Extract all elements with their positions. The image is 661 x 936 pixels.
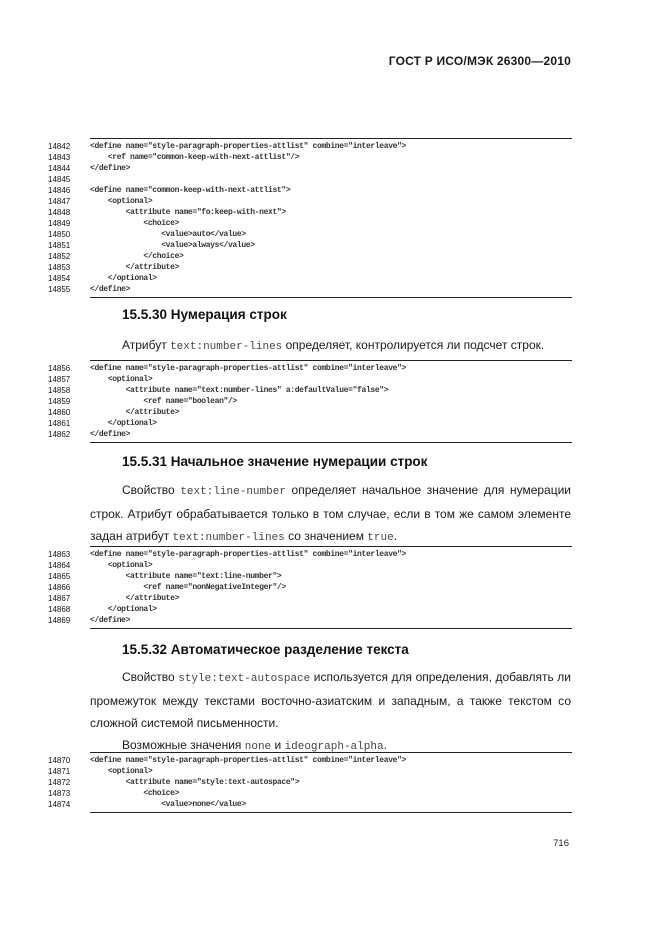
- section-heading: 15.5.32 Автоматическое разделение текста: [122, 642, 409, 657]
- code-text: </optional>: [90, 605, 157, 614]
- line-number: 14858: [48, 386, 71, 395]
- code-text: <define name="style-paragraph-properties-attlist" combine="interleave">: [90, 550, 407, 559]
- code-text: <attribute name="text:number-lines" a:defaultValue="false">: [90, 386, 389, 395]
- line-number: 14873: [48, 789, 71, 798]
- code-text: <optional>: [90, 561, 153, 570]
- line-number: 14867: [48, 594, 71, 603]
- line-number: 14859: [48, 397, 71, 406]
- inline-code: text:line-number: [180, 486, 286, 498]
- line-number: 14851: [48, 241, 71, 250]
- code-text: </attribute>: [90, 408, 180, 417]
- line-number: 14848: [48, 208, 71, 217]
- code-block: [48, 752, 572, 813]
- inline-code: none: [244, 741, 272, 753]
- line-number: 14870: [48, 756, 71, 765]
- code-text: <define name="common-keep-with-next-attlist">: [90, 186, 291, 195]
- line-number: 14871: [48, 767, 71, 776]
- code-text: </define>: [90, 616, 131, 625]
- inline-code: style:text-autospace: [178, 673, 311, 685]
- line-number: 14844: [48, 164, 71, 173]
- code-block: [48, 546, 572, 629]
- code-block: [48, 138, 572, 298]
- code-line: [48, 560, 572, 571]
- line-number: 14843: [48, 153, 71, 162]
- code-line: [48, 185, 572, 196]
- code-line: [48, 207, 572, 218]
- code-text: <define name="style-paragraph-properties-attlist" combine="interleave">: [90, 142, 407, 151]
- code-text: <ref name="boolean"/>: [90, 397, 237, 406]
- paragraph: Свойство text:line-number определяет начальное значение для нумерации строк. Атрибут обрабатывается только в том случае, если в том же самом элементе задан атрибут text:number-lines со значением true.: [90, 483, 571, 544]
- code-line: [48, 788, 572, 799]
- code-text: </optional>: [90, 419, 157, 428]
- line-number: 14849: [48, 219, 71, 228]
- line-number: 14863: [48, 550, 71, 559]
- code-text: </attribute>: [90, 594, 180, 603]
- code-line: [48, 429, 572, 440]
- code-line: [48, 284, 572, 295]
- code-line: [48, 218, 572, 229]
- code-line: [48, 571, 572, 582]
- line-number: 14857: [48, 375, 71, 384]
- line-number: 14862: [48, 430, 71, 439]
- code-line: [48, 549, 572, 560]
- line-number: 14847: [48, 197, 71, 206]
- code-line: [48, 582, 572, 593]
- code-line: [48, 799, 572, 810]
- code-line: [48, 363, 572, 374]
- code-line: [48, 374, 572, 385]
- code-block: [48, 360, 572, 443]
- code-rule-bottom: [90, 297, 572, 298]
- line-number: 14846: [48, 186, 71, 195]
- code-line: [48, 407, 572, 418]
- line-number: 14866: [48, 583, 71, 592]
- code-text: <attribute name="text:line-number">: [90, 572, 282, 581]
- paragraph: Атрибут text:number-lines определяет, контролируется ли подсчет строк.: [122, 338, 545, 353]
- line-number: 14856: [48, 364, 71, 373]
- code-line: [48, 196, 572, 207]
- code-line: [48, 240, 572, 251]
- line-number: 14852: [48, 252, 71, 261]
- line-number: 14874: [48, 800, 71, 809]
- code-line: [48, 152, 572, 163]
- code-line: [48, 604, 572, 615]
- inline-code: text:number-lines: [172, 532, 285, 544]
- line-number: 14853: [48, 263, 71, 272]
- inline-code: true: [367, 532, 394, 544]
- code-text: <ref name="nonNegativeInteger"/>: [90, 583, 286, 592]
- code-line: [48, 141, 572, 152]
- inline-code: text:number-lines: [170, 341, 283, 353]
- line-number: 14865: [48, 572, 71, 581]
- code-text: </choice>: [90, 252, 184, 261]
- line-number: 14842: [48, 142, 71, 151]
- code-text: </attribute>: [90, 263, 180, 272]
- code-line: [48, 766, 572, 777]
- section-heading: 15.5.30 Нумерация строк: [122, 307, 287, 322]
- code-text: <attribute name="fo:keep-with-next">: [90, 208, 286, 217]
- code-text: <optional>: [90, 197, 153, 206]
- line-number: 14860: [48, 408, 71, 417]
- section-heading: 15.5.31 Начальное значение нумерации строк: [122, 454, 428, 469]
- line-number: 14861: [48, 419, 71, 428]
- code-text: <choice>: [90, 219, 180, 228]
- code-line: [48, 777, 572, 788]
- code-line: [48, 273, 572, 284]
- code-text: <choice>: [90, 789, 180, 798]
- page-number: 716: [553, 838, 569, 849]
- code-rule-bottom: [90, 812, 572, 813]
- code-rule-bottom: [90, 628, 572, 629]
- code-line: [48, 418, 572, 429]
- code-text: <ref name="common-keep-with-next-attlist"/>: [90, 153, 300, 162]
- code-line: [48, 229, 572, 240]
- code-line: [48, 163, 572, 174]
- inline-code: ideograph-alpha: [284, 741, 384, 753]
- line-number: 14845: [48, 175, 71, 184]
- code-text: <value>none</value>: [90, 800, 246, 809]
- line-number: 14855: [48, 285, 71, 294]
- line-number: 14850: [48, 230, 71, 239]
- line-number: 14869: [48, 616, 71, 625]
- code-line: [48, 251, 572, 262]
- code-text: <define name="style-paragraph-properties-attlist" combine="interleave">: [90, 364, 407, 373]
- code-text: <value>always</value>: [90, 241, 255, 250]
- line-number: 14854: [48, 274, 71, 283]
- code-text: </define>: [90, 285, 131, 294]
- line-number: 14864: [48, 561, 71, 570]
- code-line: [48, 755, 572, 766]
- code-line: [48, 396, 572, 407]
- paragraph: Свойство style:text-autospace используется для определения, добавлять ли промежуток между текстами восточно-азиатским и западным, а также текстом со сложной системой письменности. Возможные значения none и ideograph-alpha.: [90, 670, 572, 753]
- code-text: </optional>: [90, 274, 157, 283]
- code-text: <optional>: [90, 767, 153, 776]
- line-number: 14868: [48, 605, 71, 614]
- code-line: [48, 615, 572, 626]
- code-rule-bottom: [90, 442, 572, 443]
- code-line: [48, 593, 572, 604]
- code-text: <define name="style-paragraph-properties-attlist" combine="interleave">: [90, 756, 407, 765]
- code-text: </define>: [90, 164, 131, 173]
- code-text: <value>auto</value>: [90, 230, 246, 239]
- code-line: [48, 262, 572, 273]
- code-text: <optional>: [90, 375, 153, 384]
- code-text: </define>: [90, 430, 131, 439]
- code-line: [48, 174, 572, 185]
- document-header: ГОСТ Р ИСО/МЭК 26300—2010: [388, 54, 571, 68]
- code-line: [48, 385, 572, 396]
- code-text: <attribute name="style:text-autospace">: [90, 778, 300, 787]
- line-number: 14872: [48, 778, 71, 787]
